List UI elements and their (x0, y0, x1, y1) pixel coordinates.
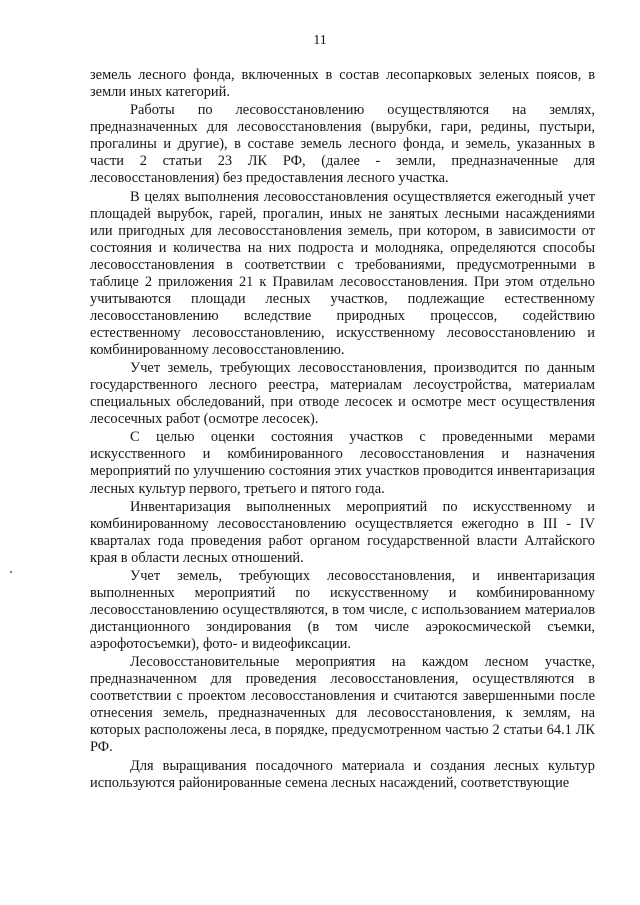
paragraph-reforestation-works: Работы по лесовосстановлению осуществляются на землях, предназначенных для лесовосстановления (вырубки, гари, редины, пустыри, прогалины и другие), в составе земель лесного фонда, и земель, указанных в части 2 статьи 23 ЛК РФ, (далее - земли, предназначенные для лесовосстановления) без предоставления лесного участка. (90, 102, 595, 187)
paragraph-remote-sensing: Учет земель, требующих лесовосстановления, и инвентаризация выполненных мероприятий по искусственному и комбинированному лесовосстановлению осуществляются, в том числе, с использованием материалов дистанционного зондирования (в том числе аэрокосмической съемки, аэрофотосъемки), фото- и видеофиксации. (90, 567, 595, 653)
paragraph-land-accounting-sources: Учет земель, требующих лесовосстановления, производится по данным государственного лесного реестра, материалам лесоустройства, материалам специальных обследований, при отводе лесосек и осмотре мест осуществления лесосечных работ (осмотре лесосек). (90, 360, 595, 428)
scan-speck (10, 571, 12, 573)
paragraph-reforestation-completion: Лесовосстановительные мероприятия на каждом лесном участке, предназначенном для проведения лесовосстановления, осуществляются в соответствии с проектом лесовосстановления и считаются завершенными после отнесения земель, предназначенных для лесовосстановления, к землям, на которых расположены леса, в порядке, предусмотренном частью 2 статьи 64.1 ЛК РФ. (90, 654, 595, 756)
paragraph-continuation: земель лесного фонда, включенных в состав лесопарковых зеленых поясов, в земли иных категорий. (90, 67, 595, 101)
paragraph-inventory-schedule: Инвентаризация выполненных мероприятий по искусственному и комбинированному лесовосстановлению осуществляется ежегодно в III - IV кварталах года проведения работ органом государственной власти Алтайского края в области лесных отношений. (90, 498, 595, 566)
paragraph-plantation-inventory: С целью оценки состояния участков с проведенными мерами искусственного и комбинированного лесовосстановления и назначения мероприятий по улучшению состояния этих участков проводится инвентаризация лесных культур первого, третьего и пятого года. (90, 429, 595, 497)
paragraph-seed-material: Для выращивания посадочного материала и создания лесных культур используются районированные семена лесных насаждений, соответствующие (90, 757, 595, 791)
paragraph-annual-accounting: В целях выполнения лесовосстановления осуществляется ежегодный учет площадей вырубок, гарей, прогалин, иных не занятых лесными насаждениями или пригодных для лесовосстановления земель, при котором, в зависимости от состояния и количества на них подроста и молодняка, определяются способы лесовосстановления в соответствии с требованиями, предусмотренными в таблице 2 приложения 21 к Правилам лесовосстановления. При этом отдельно учитываются площади лесных участков, подлежащие естественному лесовосстановлению вследствие природных процессов, содействию естественному лесовосстановлению, искусственному лесовосстановлению и комбинированному лесовосстановлению. (90, 188, 595, 358)
page-number: 11 (313, 33, 327, 48)
document-body (90, 67, 595, 793)
